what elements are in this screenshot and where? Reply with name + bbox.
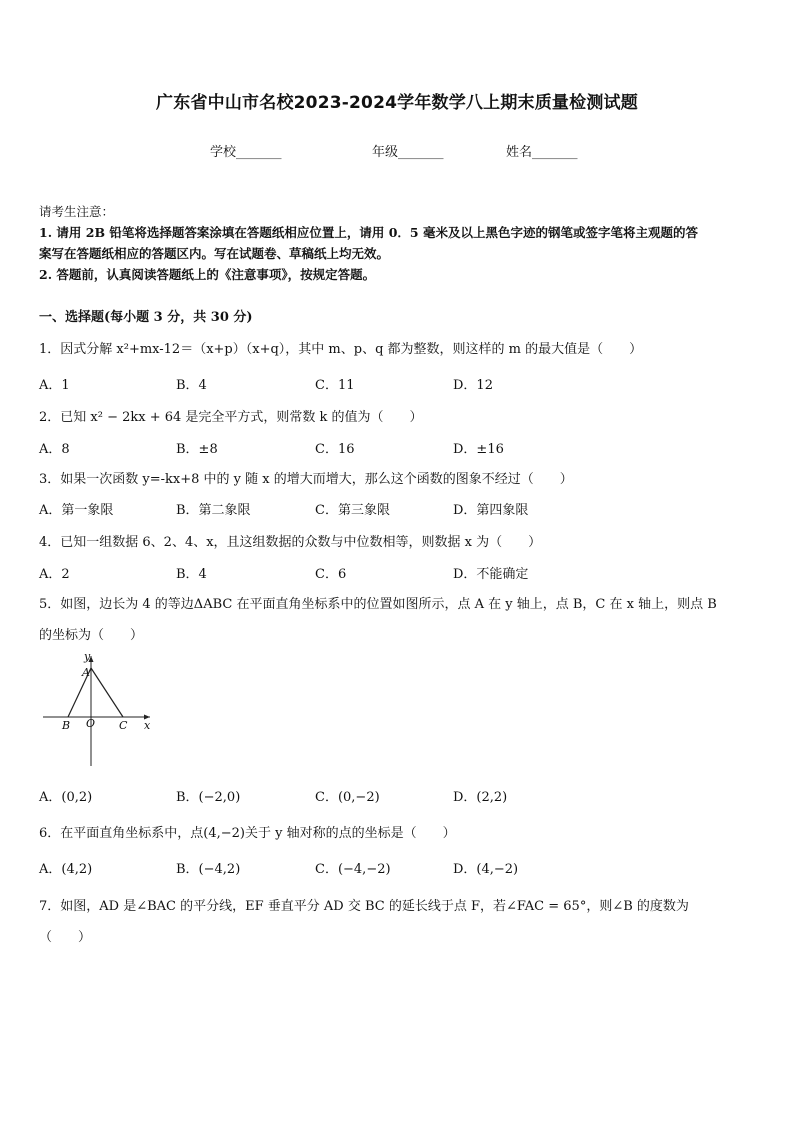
- question-3-stem: 3．如果一次函数 y=-kx+8 中的 y 随 x 的增大而增大，那么这个函数的图象不经过（ ）: [39, 472, 573, 487]
- q1-option-a: A．1: [39, 378, 70, 393]
- q1-option-d: D．12: [453, 378, 493, 393]
- side-ac: [91, 668, 123, 717]
- label-a: A: [82, 666, 90, 679]
- label-x: x: [144, 719, 151, 732]
- question-1-stem: 1．因式分解 x²+mx-12＝（x+p）（x+q），其中 m、p、q 都为整数，则这样的 m 的最大值是（ ）: [39, 342, 643, 357]
- label-y: y: [84, 650, 91, 663]
- name-field: 姓名_______: [506, 145, 578, 160]
- section-heading: 一、选择题(每小题 3 分，共 30 分): [39, 310, 253, 325]
- question-5-stem-line-2: 的坐标为（ ）: [39, 628, 144, 643]
- q2-option-d: D．±16: [453, 442, 504, 457]
- q5-option-c: C．(0,−2): [315, 790, 380, 805]
- q3-option-c: C．第三象限: [315, 503, 390, 518]
- notice-heading: 请考生注意：: [39, 204, 115, 219]
- q3-option-b: B．第二象限: [176, 503, 251, 518]
- q4-option-c: C．6: [315, 567, 347, 582]
- q2-option-b: B．±8: [176, 442, 218, 457]
- notice-line-2: 案写在答题纸相应的答题区内。写在试题卷、草稿纸上均无效。: [39, 246, 390, 261]
- question-4-stem: 4．已知一组数据 6、2、4、x，且这组数据的众数与中位数相等，则数据 x 为（ ）: [39, 535, 542, 550]
- q1-option-b: B．4: [176, 378, 207, 393]
- q6-option-d: D．(4,−2): [453, 862, 519, 877]
- q4-option-b: B．4: [176, 567, 207, 582]
- q5-option-d: D．(2,2): [453, 790, 508, 805]
- q6-option-c: C．(−4,−2): [315, 862, 391, 877]
- q2-option-c: C．16: [315, 442, 355, 457]
- q3-option-d: D．第四象限: [453, 503, 529, 518]
- school-field: 学校_______: [210, 145, 282, 160]
- triangle-coordinate-figure: [38, 650, 158, 768]
- question-2-stem: 2．已知 x² − 2kx + 64 是完全平方式，则常数 k 的值为（ ）: [39, 410, 423, 425]
- notice-line-1: 1. 请用 2B 铅笔将选择题答案涂填在答题纸相应位置上，请用 0．5 毫米及以上黑色字迹的钢笔或签字笔将主观题的答: [39, 225, 698, 240]
- q2-option-a: A．8: [39, 442, 70, 457]
- question-5-stem-line-1: 5．如图，边长为 4 的等边ΔABC 在平面直角坐标系中的位置如图所示，点 A 在 y 轴上，点 B，C 在 x 轴上，则点 B: [39, 597, 717, 612]
- q3-option-a: A．第一象限: [39, 503, 114, 518]
- question-6-stem: 6．在平面直角坐标系中，点(4,−2)关于 y 轴对称的点的坐标是（ ）: [39, 826, 456, 841]
- notice-line-3: 2. 答题前，认真阅读答题纸上的《注意事项》，按规定答题。: [39, 267, 376, 282]
- label-b: B: [62, 719, 71, 732]
- q6-option-b: B．(−4,2): [176, 862, 241, 877]
- q4-option-a: A．2: [39, 567, 70, 582]
- label-c: C: [119, 719, 128, 732]
- grade-field: 年级_______: [372, 145, 444, 160]
- q5-option-b: B．(−2,0): [176, 790, 241, 805]
- page-title: 广东省中山市名校2023-2024学年数学八上期末质量检测试题: [156, 93, 638, 113]
- q5-option-a: A．(0,2): [39, 790, 93, 805]
- question-7-stem-line-2: （ ）: [39, 930, 92, 945]
- question-7-stem-line-1: 7．如图，AD 是∠BAC 的平分线，EF 垂直平分 AD 交 BC 的延长线于点 F，若∠FAC = 65°，则∠B 的度数为: [39, 899, 689, 914]
- q6-option-a: A．(4,2): [39, 862, 93, 877]
- q1-option-c: C．11: [315, 378, 355, 393]
- q4-option-d: D．不能确定: [453, 567, 529, 582]
- label-o: O: [86, 717, 96, 730]
